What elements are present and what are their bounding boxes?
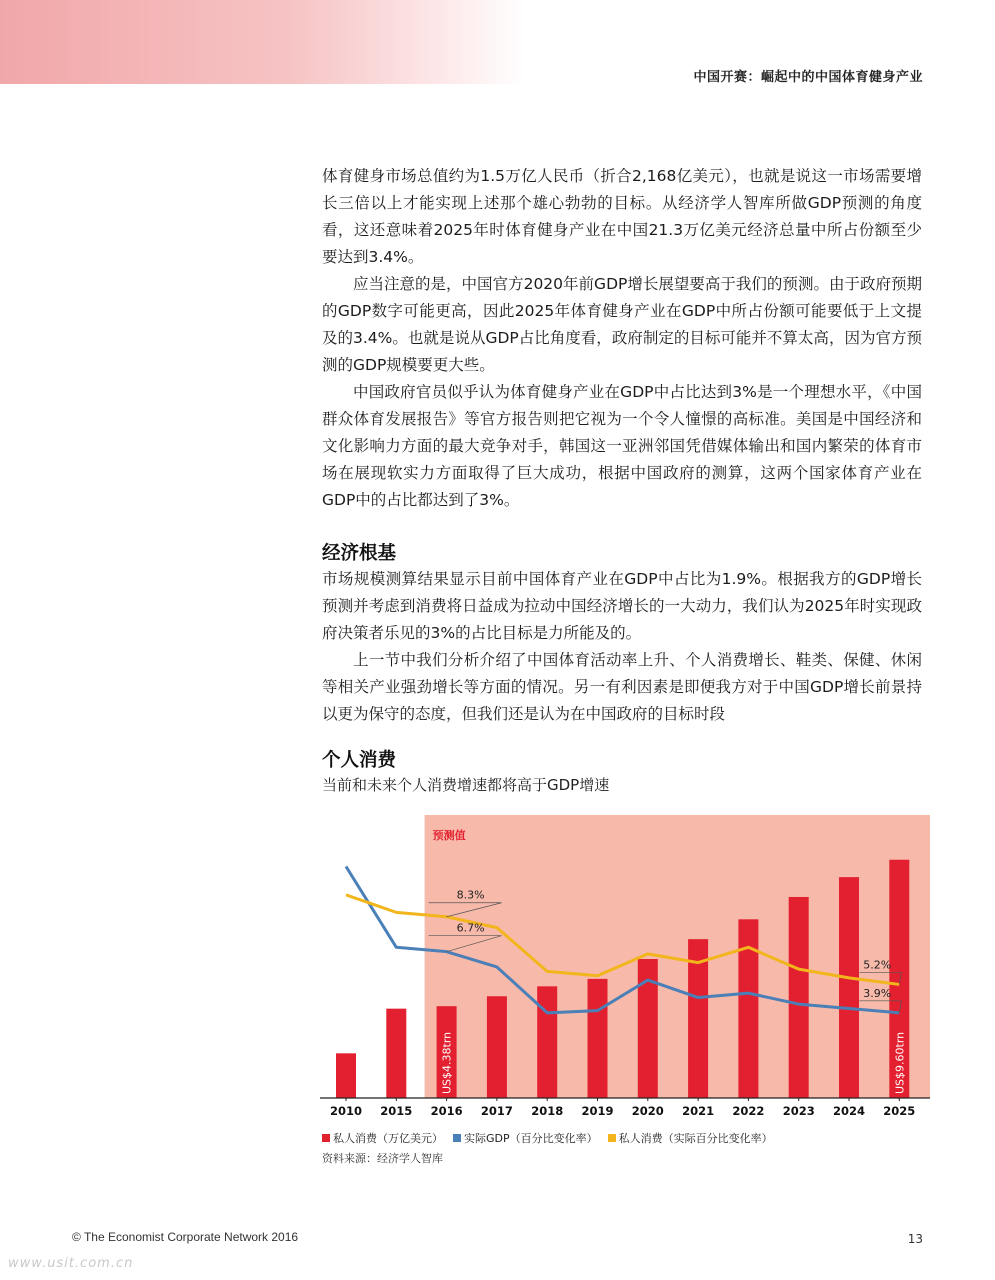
- x-tick-label-2022: 2022: [732, 1104, 765, 1118]
- annotation-label: 3.9%: [863, 986, 892, 1000]
- chart-legend: [322, 1130, 773, 1146]
- x-tick-label-2020: 2020: [631, 1104, 664, 1118]
- legend-swatch-blue-icon: [453, 1134, 461, 1142]
- copyright: © The Economist Corporate Network 2016: [72, 1230, 299, 1244]
- bar-value-label: US$9.60trn: [893, 1031, 907, 1094]
- chart-title: 个人消费: [322, 750, 397, 771]
- page-number: 13: [907, 1232, 923, 1246]
- chart-source: 资料来源：经济学人智库: [322, 1152, 443, 1165]
- consumption-chart: [320, 812, 930, 1124]
- legend-swatch-yellow-icon: [608, 1134, 616, 1142]
- bar-2023: [789, 897, 809, 1098]
- paragraph-2: 应当注意的是，中国官方2020年前GDP增长展望要高于我们的预测。由于政府预期的GDP数字可能更高，因此2025年体育健身产业在GDP中所占份额可能要低于上文提及的3.4%。也就是说从GDP占比角度看，政府制定的目标可能并不算太高，因为官方预测的GDP规模要更大些。: [322, 275, 922, 374]
- paragraph-5: 上一节中我们分析介绍了中国体育活动率上升、个人消费增长、鞋类、保健、休闲等相关产业强劲增长等方面的情况。另一有利因素是即便我方对于中国GDP增长前景持以更为保守的态度，但我们还是认为在中国政府的目标时段: [322, 651, 922, 723]
- legend-label: 私人消费（万亿美元）: [333, 1132, 443, 1145]
- legend-label: 实际GDP（百分比变化率）: [464, 1132, 598, 1145]
- legend-item-consumption-bars: [322, 1130, 443, 1146]
- x-tick-label-2015: 2015: [380, 1104, 413, 1118]
- x-tick-label-2018: 2018: [531, 1104, 564, 1118]
- paragraph-4: 市场规模测算结果显示目前中国体育产业在GDP中占比为1.9%。根据我方的GDP增长预测并考虑到消费将日益成为拉动中国经济增长的一大动力，我们认为2025年时实现政府决策者乐见的3%的占比目标是力所能及的。: [322, 570, 922, 642]
- bar-value-label: US$4.38trn: [440, 1031, 454, 1094]
- annotation-label: 8.3%: [456, 888, 485, 902]
- bar-2010: [336, 1053, 356, 1098]
- paragraph-1: 体育健身市场总值约为1.5万亿人民币（折合2,168亿美元），也就是说这一市场需要增长三倍以上才能实现上述那个雄心勃勃的目标。从经济学人智库所做GDP预测的角度看，这还意味着2025年时体育健身产业在中国21.3万亿美元经济总量中所占份额至少要达到3.4%。: [322, 167, 922, 266]
- chart-subtitle: 当前和未来个人消费增速都将高于GDP增速: [322, 776, 610, 794]
- x-tick-label-2019: 2019: [581, 1104, 614, 1118]
- header-band: [0, 0, 525, 84]
- bar-2018: [537, 986, 557, 1098]
- x-tick-label-2025: 2025: [883, 1104, 916, 1118]
- annotation-label: 6.7%: [456, 921, 485, 935]
- bar-2015: [386, 1009, 406, 1098]
- x-tick-label-2017: 2017: [480, 1104, 513, 1118]
- legend-item-gdp: [453, 1130, 598, 1146]
- legend-label: 私人消费（实际百分比变化率）: [618, 1132, 773, 1145]
- watermark: www.usit.com.cn: [8, 1256, 134, 1271]
- bar-2024: [839, 877, 859, 1098]
- section-heading-economic-foundation: 经济根基: [322, 543, 397, 564]
- paragraph-3: 中国政府官员似乎认为体育健身产业在GDP中占比达到3%是一个理想水平，《中国群众体育发展报告》等官方报告则把它视为一个令人憧憬的高标准。美国是中国经济和文化影响力方面的最大竞争对手，韩国这一亚洲邻国凭借媒体输出和国内繁荣的体育市场在展现软实力方面取得了巨大成功，根据中国政府的测算，这两个国家体育产业在GDP中的占比都达到了3%。: [322, 383, 922, 509]
- forecast-label: 预测值: [432, 829, 466, 842]
- x-tick-label-2023: 2023: [782, 1104, 815, 1118]
- report-title: 中国开赛：崛起中的中国体育健身产业: [693, 70, 923, 85]
- legend-swatch-red-icon: [322, 1134, 330, 1142]
- x-tick-label-2010: 2010: [329, 1104, 363, 1118]
- x-tick-label-2024: 2024: [832, 1104, 866, 1118]
- bar-2017: [487, 996, 507, 1098]
- x-tick-label-2021: 2021: [682, 1104, 715, 1118]
- bar-2019: [588, 979, 608, 1098]
- legend-item-consumption-growth: [608, 1130, 773, 1146]
- x-tick-label-2016: 2016: [430, 1104, 463, 1118]
- annotation-label: 5.2%: [863, 958, 892, 972]
